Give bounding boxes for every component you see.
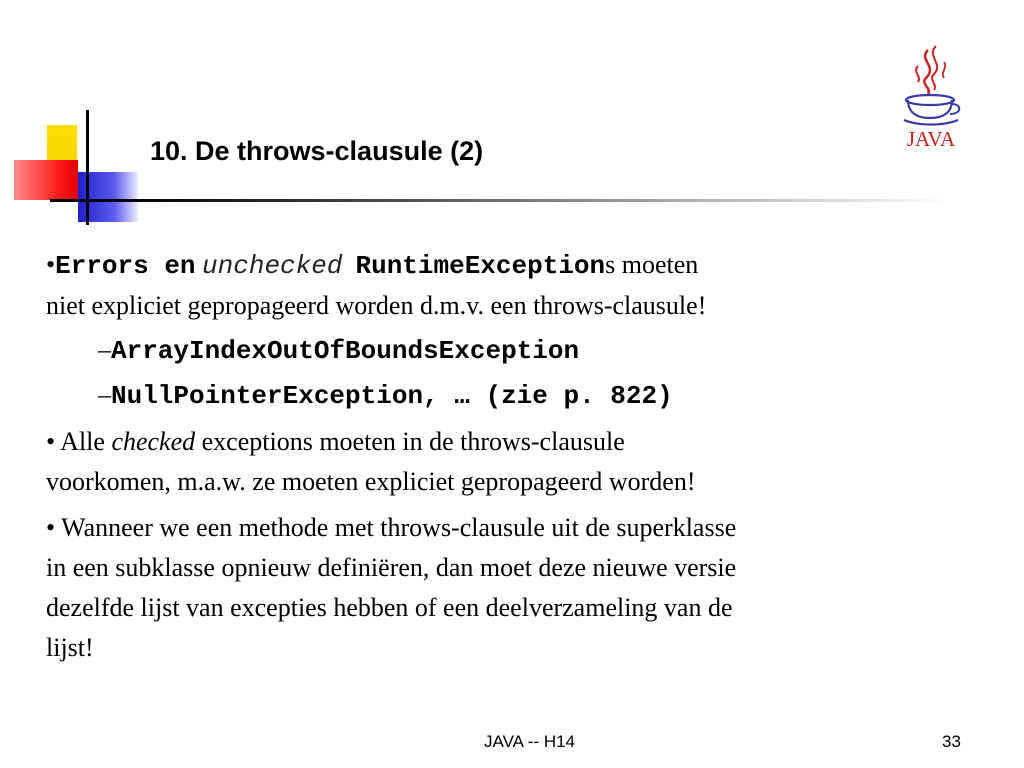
text-rest: exceptions moeten in de throws-clausule (195, 427, 625, 456)
footer-title: JAVA -- H14 (484, 732, 576, 751)
text-line: • Wanneer we een methode met throws-clausule uit de superklasse (46, 513, 737, 542)
text-line: in een subklasse opnieuw definiëren, dan moet deze nieuwe versie (46, 553, 737, 582)
text-line: dezelfde lijst van excepties hebben of een deelverzameling van de (46, 593, 733, 622)
text-line: voorkomen, m.a.w. ze moeten expliciet gepropageerd worden! (46, 467, 696, 496)
sub-item-null-pointer (46, 375, 966, 416)
text-prefix: • Alle (46, 427, 112, 456)
dash-mark: – (98, 335, 111, 364)
page-number: 33 (942, 732, 961, 751)
italic-checked: checked (111, 427, 196, 456)
bullet-override (46, 508, 966, 668)
sub-item-array-index (46, 330, 966, 371)
code-array-index-exception: ArrayIndexOutOfBoundsException (111, 336, 580, 366)
text-line: lijst! (46, 633, 94, 662)
bullet-mark: • (46, 250, 56, 279)
decorative-red-square (14, 160, 78, 200)
svg-text:JAVA: JAVA (906, 127, 956, 151)
text-suffix: s moeten (605, 250, 699, 279)
code-runtime-exception: RuntimeException (355, 251, 606, 281)
slide-body (46, 245, 966, 668)
decorative-vertical-line (86, 110, 89, 225)
text-line: niet expliciet gepropageerd worden d.m.v. een throws-clausule! (46, 291, 707, 320)
bullet-errors (46, 245, 966, 326)
bullet-checked (46, 422, 966, 502)
java-logo-icon (898, 42, 964, 152)
code-errors-en: Errors en (55, 251, 196, 281)
slide-title: 10. De throws-clausule (2) (150, 136, 484, 166)
dash-mark: – (98, 380, 111, 409)
title-underline (50, 199, 950, 202)
italic-unchecked: unchecked (202, 251, 343, 281)
code-null-pointer-exception: NullPointerException, … (zie p. 822) (111, 381, 673, 411)
